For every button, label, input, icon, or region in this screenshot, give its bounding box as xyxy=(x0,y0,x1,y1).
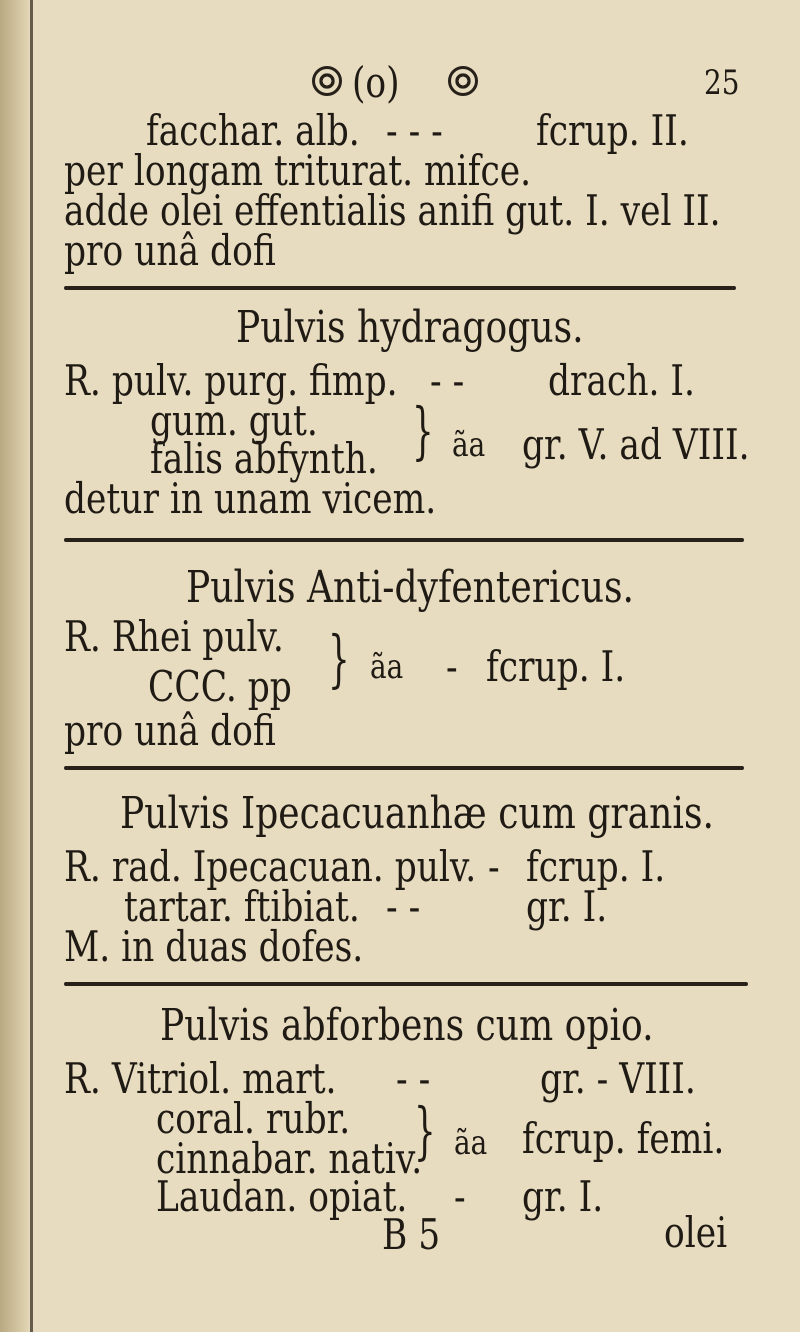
text-line: M. in duas dofes. xyxy=(64,922,364,971)
text-line: detur in unam vicem. xyxy=(64,474,437,523)
ana-mark: ãa xyxy=(452,425,486,465)
brace-icon: } xyxy=(412,394,434,467)
text-line: pro unâ dofi xyxy=(64,226,276,275)
page-number: 25 xyxy=(704,63,740,103)
section-divider xyxy=(64,766,744,770)
text-line: R. pulv. purg. fimp. xyxy=(64,356,398,405)
ana-mark: ãa xyxy=(454,1123,488,1163)
ana-mark: ãa xyxy=(370,647,404,687)
dash-leader: - xyxy=(454,1172,466,1221)
text-line: fcrup. I. xyxy=(526,842,666,891)
text-line: per longam triturat. mifce. xyxy=(64,146,532,195)
text-line: fcrup. femi. xyxy=(522,1114,725,1163)
dash-leader: - - xyxy=(430,356,465,405)
text-line: facchar. alb. xyxy=(146,106,360,155)
text-line: falis abfynth. xyxy=(150,434,378,483)
section-title: Pulvis Anti-dyfentericus. xyxy=(186,562,634,613)
catchword: olei xyxy=(664,1208,728,1257)
ornament-left-icon xyxy=(312,66,342,96)
section-divider xyxy=(64,286,736,290)
brace-icon: } xyxy=(414,1094,436,1167)
text-line: fcrup. I. xyxy=(486,642,626,691)
dash-leader: - xyxy=(488,842,500,891)
dash-leader: - xyxy=(446,642,458,691)
section-divider xyxy=(64,538,744,542)
dash-leader: - - xyxy=(386,882,421,931)
text-line: gr. V. ad VIII. xyxy=(522,420,750,469)
text-line: R. Rhei pulv. xyxy=(64,612,284,661)
section-title: Pulvis hydragogus. xyxy=(236,302,584,353)
text-line: Laudan. opiat. xyxy=(156,1172,408,1221)
text-line: coral. rubr. xyxy=(156,1094,351,1143)
text-line: gr. - VIII. xyxy=(540,1054,696,1103)
text-line: R. Vitriol. mart. xyxy=(64,1054,337,1103)
text-line: fcrup. II. xyxy=(536,106,689,155)
dash-leader: - - - xyxy=(386,106,443,155)
text-line: adde olei effentialis anifi gut. I. vel II. xyxy=(64,186,721,235)
text-line: CCC. pp xyxy=(148,662,292,711)
ornament-right-icon xyxy=(448,66,478,96)
signature-mark: B 5 xyxy=(382,1210,441,1259)
text-line: drach. I. xyxy=(548,356,695,405)
section-title: Pulvis abforbens cum opio. xyxy=(160,1000,654,1051)
brace-icon: } xyxy=(328,622,350,695)
page-header: (o) xyxy=(352,58,400,107)
dash-leader: - - xyxy=(396,1054,431,1103)
text-line: gr. I. xyxy=(522,1172,604,1221)
text-line: tartar. ftibiat. xyxy=(124,882,360,931)
section-title: Pulvis Ipecacuanhæ cum granis. xyxy=(120,788,714,839)
text-line: pro unâ dofi xyxy=(64,706,276,755)
text-line: gr. I. xyxy=(526,882,608,931)
text-line: R. rad. Ipecacuan. pulv. xyxy=(64,842,477,891)
text-line: gum. gut. xyxy=(150,396,318,445)
section-divider xyxy=(64,982,748,986)
text-line: cinnabar. nativ. xyxy=(156,1134,423,1183)
